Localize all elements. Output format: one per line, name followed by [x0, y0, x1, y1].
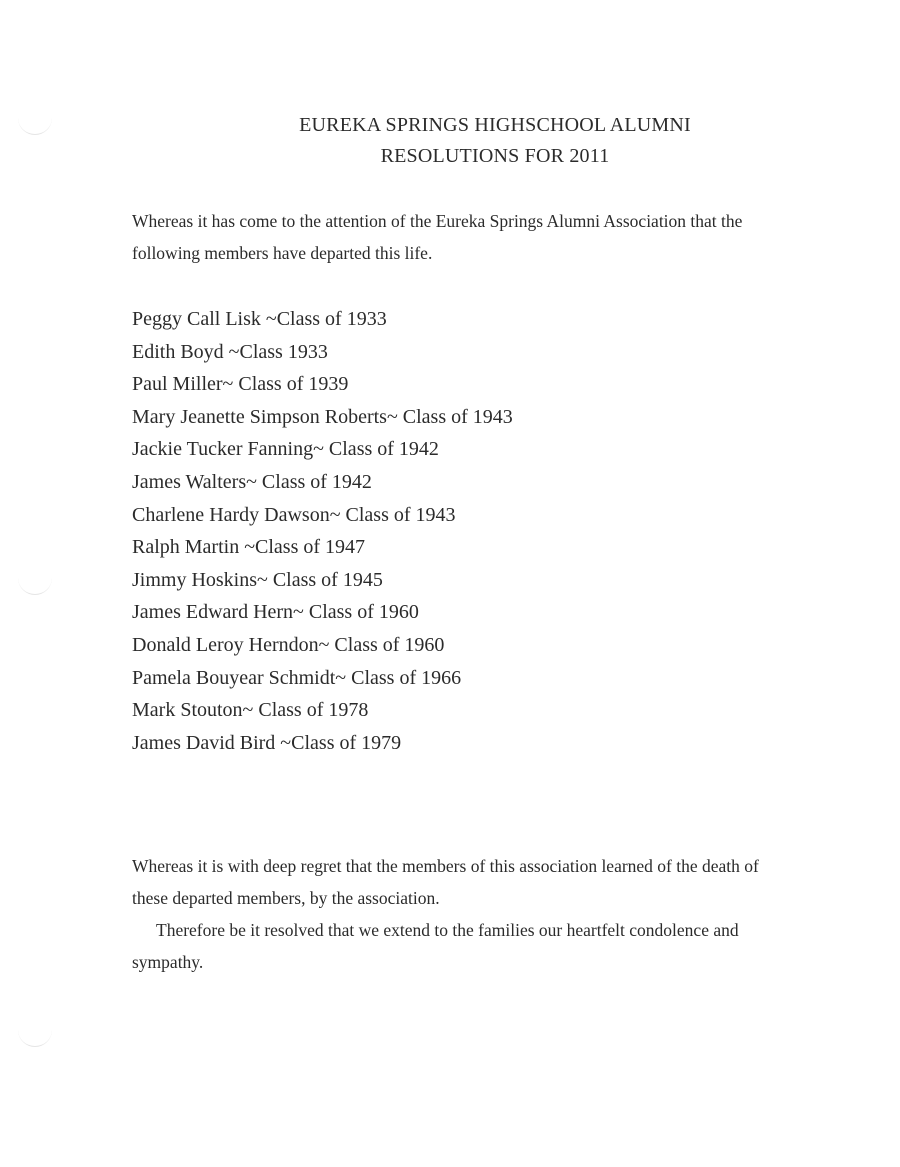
member-entry: Pamela Bouyear Schmidt~ Class of 1966 — [132, 666, 462, 689]
departed-members-list — [132, 303, 513, 759]
closing-paragraph — [132, 850, 862, 978]
closing-line: these departed members, by the association. — [132, 888, 440, 908]
intro-paragraph — [132, 205, 862, 269]
member-entry: Jackie Tucker Fanning~ Class of 1942 — [132, 438, 439, 461]
member-entry: Jimmy Hoskins~ Class of 1945 — [132, 568, 383, 591]
member-entry: Mark Stouton~ Class of 1978 — [132, 699, 369, 722]
member-entry: Peggy Call Lisk ~Class of 1933 — [132, 308, 387, 330]
member-entry: Charlene Hardy Dawson~ Class of 1943 — [132, 503, 456, 526]
document-title: EUREKA SPRINGS HIGHSCHOOL ALUMNI — [299, 114, 691, 136]
member-entry: Edith Boyd ~Class 1933 — [132, 340, 328, 363]
intro-line: Whereas it has come to the attention of the Eureka Springs Alumni Association that the — [132, 211, 743, 231]
member-entry: James David Bird ~Class of 1979 — [132, 731, 402, 754]
hole-punch-mark — [18, 572, 52, 595]
member-entry: James Edward Hern~ Class of 1960 — [132, 601, 419, 624]
member-entry: Paul Miller~ Class of 1939 — [132, 373, 349, 396]
member-entry: Mary Jeanette Simpson Roberts~ Class of 1943 — [132, 405, 513, 428]
closing-line: Whereas it is with deep regret that the members of this association learned of the death of — [132, 856, 759, 876]
member-entry: Donald Leroy Herndon~ Class of 1960 — [132, 633, 445, 656]
hole-punch-mark — [18, 1024, 52, 1047]
intro-line: following members have departed this life. — [132, 243, 433, 263]
resolution-line: Therefore be it resolved that we extend to the families our heartfelt condolence and — [156, 920, 739, 940]
resolution-line: sympathy. — [132, 952, 204, 972]
document-subtitle: RESOLUTIONS FOR 2011 — [380, 145, 610, 167]
member-entry: James Walters~ Class of 1942 — [132, 470, 372, 493]
member-entry: Ralph Martin ~Class of 1947 — [132, 536, 366, 559]
